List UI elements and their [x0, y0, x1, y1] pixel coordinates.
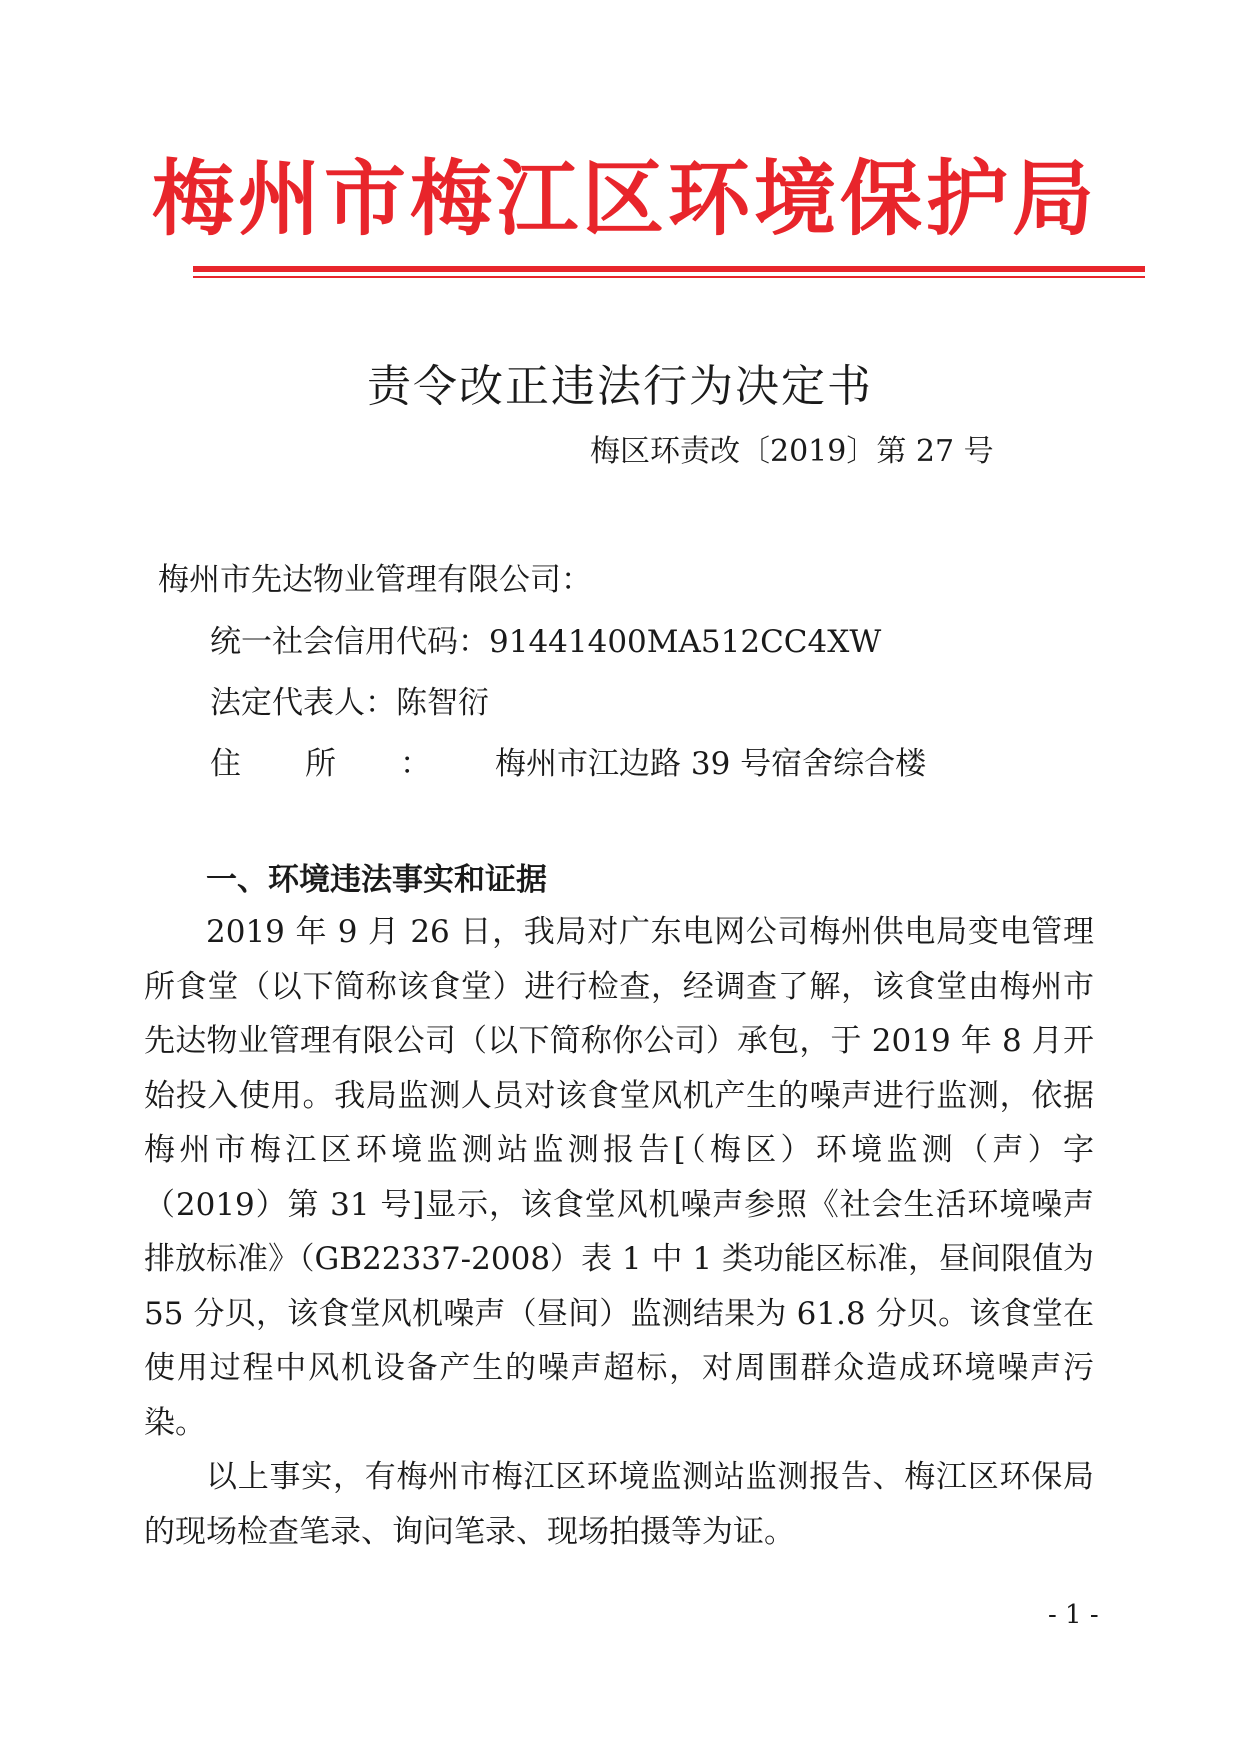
document-title: 责令改正违法行为决定书: [367, 361, 873, 412]
address-value: 梅州市江边路 39 号宿舍综合楼: [495, 746, 927, 782]
legal-rep-label: 法定代表人：: [210, 685, 396, 721]
facts-paragraph: 2019 年 9 月 26 日，我局对广东电网公司梅州供电局变电管理所食堂（以下简称该食堂）进行检查，经调查了解，该食堂由梅州市先达物业管理有限公司（以下简称你公司）承包，于 2019 年 8 月开始投入使用。我局监测人员对该食堂风机产生的噪声进行监测，依据梅州市梅江区环境监测站监测报告[（梅区）环境监测（声）字（2019）第 31 号]显示，该食堂风机噪声参照《社会生活环境噪声排放标准》（GB22337-2008）表 1 中 1 类功能区标准，昼间限值为 55 分贝，该食堂风机噪声（昼间）监测结果为 61.8 分贝。该食堂在使用过程中风机设备产生的噪声超标，对周围群众造成环境噪声污染。: [144, 914, 1094, 1441]
legal-rep-value: 陈智衍: [396, 685, 489, 721]
agency-header-title: 梅州市梅江区环境保护局: [151, 152, 1098, 247]
address-line: [210, 742, 926, 786]
credit-code-label: 统一社会信用代码：: [210, 624, 489, 660]
credit-code-value: 91441400MA512CC4XW: [489, 624, 882, 660]
section-heading-facts: 一、环境违法事实和证据: [206, 862, 547, 898]
legal-rep-line: [210, 681, 489, 725]
red-divider-thin: [193, 276, 1145, 278]
credit-code-line: [210, 620, 881, 664]
red-divider-thick: [193, 266, 1145, 272]
page-number: - 1 -: [1048, 1600, 1099, 1630]
address-label: 住所：: [210, 746, 495, 782]
addressee: 梅州市先达物业管理有限公司：: [158, 562, 592, 598]
document-number: 梅区环责改〔2019〕第 27 号: [590, 434, 994, 469]
evidence-paragraph: 以上事实，有梅州市梅江区环境监测站监测报告、梅江区环保局的现场检查笔录、询问笔录、现场拍摄等为证。: [144, 1459, 1094, 1550]
